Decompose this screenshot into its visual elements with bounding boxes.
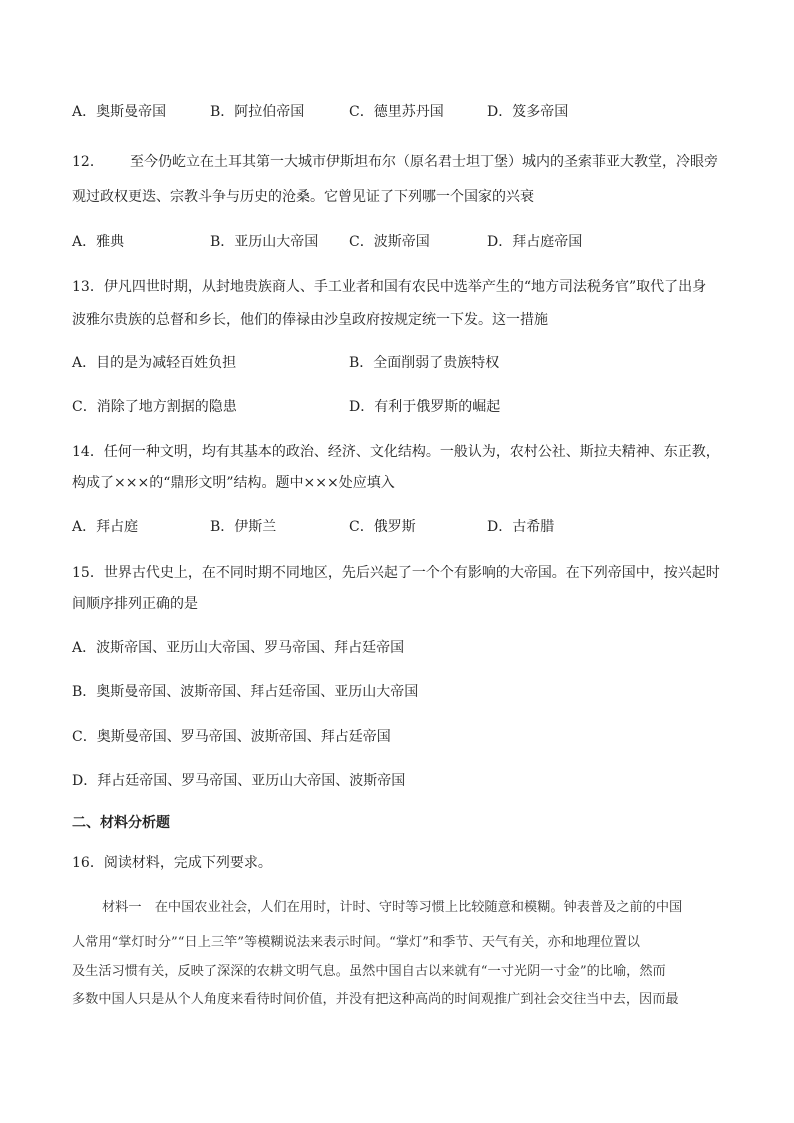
q14-option-b: B．伊斯兰 (210, 519, 277, 535)
material-line-2: 人常用“掌灯时分”“日上三竿”等模糊说法来表示时间。“掌灯”和季节、天气有关，亦和地理位置以 (72, 935, 640, 950)
q12-stem-text: 至今仍屹立在土耳其第一大城市伊斯坦布尔（原名君士坦丁堡）城内的圣索菲亚大教堂，冷眼旁 (130, 154, 718, 170)
q14-option-d: D．古希腊 (487, 519, 555, 535)
material-line-1: 材料一 在中国农业社会，人们在用时，计时、守时等习惯上比较随意和模糊。钟表普及之前的中国 (102, 900, 683, 915)
q15-option-d: D．拜占廷帝国、罗马帝国、亚历山大帝国、波斯帝国 (72, 773, 406, 789)
q13-stem-line2: 波雅尔贵族的总督和乡长，他们的俸禄由沙皇政府按规定统一下发。这一措施 (72, 312, 548, 328)
q15-option-a: A．波斯帝国、亚历山大帝国、罗马帝国、拜占廷帝国 (72, 640, 405, 656)
material-line-4: 多数中国人只是从个人角度来看待时间价值，并没有把这种高尚的时间观推广到社会交往当中去，因而最 (72, 992, 679, 1007)
q13-option-b: B．全面削弱了贵族特权 (349, 355, 500, 371)
section-heading: 二、材料分析题 (72, 815, 170, 831)
q14-option-c: C．俄罗斯 (349, 519, 416, 535)
q12-stem-line2: 观过政权更迭、宗教斗争与历史的沧桑。它曾见证了下列哪一个国家的兴衰 (72, 189, 534, 205)
q13-option-c: C．消除了地方割据的隐患 (72, 399, 237, 415)
q15-stem-line2: 间顺序排列正确的是 (72, 596, 198, 612)
q11-option-c: C．德里苏丹国 (349, 104, 444, 120)
q13-option-d: D．有利于俄罗斯的崛起 (349, 399, 501, 415)
q12-option-a: A．雅典 (72, 234, 125, 250)
q14-option-a: A．拜占庭 (72, 519, 139, 535)
q15-stem-line1: 15．世界古代史上，在不同时期不同地区，先后兴起了一个个有影响的大帝国。在下列帝国中，按兴起时 (72, 565, 720, 581)
q11-option-d: D．笈多帝国 (487, 104, 569, 120)
q12-option-b: B．亚历山大帝国 (210, 234, 319, 250)
q14-stem-line2: 构成了×××的“鼎形文明”结构。题中×××处应填入 (72, 475, 395, 491)
q15-option-c: C．奥斯曼帝国、罗马帝国、波斯帝国、拜占廷帝国 (72, 729, 391, 745)
q13-stem-line1: 13．伊凡四世时期，从封地贵族商人、手工业者和国有农民中选举产生的“地方司法税务官”取代了出身 (72, 279, 707, 295)
q16-prompt: 16．阅读材料，完成下列要求。 (72, 855, 272, 871)
q12-option-c: C．波斯帝国 (349, 234, 430, 250)
q14-stem-line1: 14．任何一种文明，均有其基本的政治、经济、文化结构。一般认为，农村公社、斯拉夫精神、东正教， (72, 444, 720, 460)
q15-option-b: B．奥斯曼帝国、波斯帝国、拜占廷帝国、亚历山大帝国 (72, 684, 419, 700)
q12-option-d: D．拜占庭帝国 (487, 234, 583, 250)
material-line-3: 及生活习惯有关，反映了深深的农耕文明气息。虽然中国自古以来就有“一寸光阴一寸金”的比喻，然而 (72, 964, 666, 979)
q11-option-b: B．阿拉伯帝国 (210, 104, 305, 120)
q12-number: 12． (72, 154, 104, 170)
q12-stem-line1 (72, 152, 718, 172)
q11-option-a: A．奥斯曼帝国 (72, 104, 167, 120)
q13-option-a: A．目的是为减轻百姓负担 (72, 355, 237, 371)
